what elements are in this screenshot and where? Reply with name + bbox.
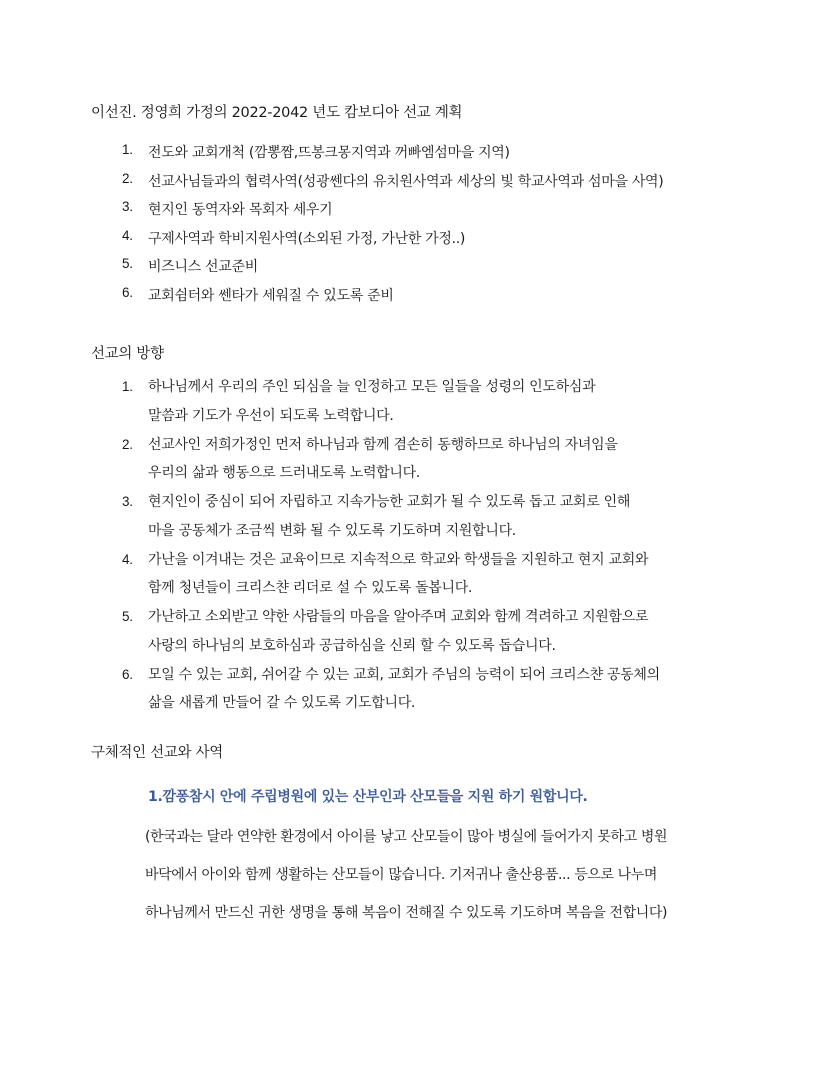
direction-item-text xyxy=(148,488,630,545)
plan-item-number: 2. xyxy=(122,170,133,186)
plan-item-number: 6. xyxy=(122,284,133,300)
direction-item-line: 가난하고 소외받고 약한 사람들의 마음을 알아주며 교회와 함께 격려하고 지원함으로 xyxy=(148,609,649,625)
plan-item-text: 비즈니스 선교준비 xyxy=(148,259,258,275)
plan-item-number: 4. xyxy=(122,227,133,243)
direction-item-line: 현지인이 중심이 되어 자립하고 지속가능한 교회가 될 수 있도록 돕고 교회로 인해 xyxy=(148,494,631,510)
direction-item-line: 사랑의 하나님의 보호하심과 공급하심을 신뢰 할 수 있도록 돕습니다. xyxy=(148,637,556,654)
direction-item-line: 삶을 새롭게 만들어 갈 수 있도록 기도합니다. xyxy=(148,695,416,711)
plan-item-text: 현지인 동역자와 목회자 세우기 xyxy=(148,202,333,218)
direction-item-number: 2. xyxy=(122,436,133,452)
direction-item-line: 우리의 삶과 행동으로 드러내도록 노력합니다. xyxy=(148,465,421,481)
ministry-description-line: (한국과는 달라 연약한 환경에서 아이를 낳고 산모들이 많아 병실에 들어가지 못하고 병원 xyxy=(145,829,668,845)
direction-heading: 선교의 방향 xyxy=(91,346,164,362)
direction-item-line: 선교사인 저희가정인 먼저 하나님과 함께 겸손히 동행하므로 하나님의 자녀임을 xyxy=(148,436,618,453)
direction-item-line: 마을 공동체가 조금씩 변화 될 수 있도록 기도하며 지원합니다. xyxy=(148,522,516,539)
direction-item-text xyxy=(148,373,595,430)
plan-item-number: 1. xyxy=(122,142,133,157)
ministry-heading: 구체적인 선교와 사역 xyxy=(91,745,223,761)
direction-item-text xyxy=(148,603,648,660)
plan-item-text: 전도와 교회개척 (깜뽕짬,뜨봉크몽지역과 꺼빠엠섬마을 지역) xyxy=(148,145,510,161)
ministry-title: 1.깜퐁참시 안에 주립병원에 있는 산부인과 산모들을 지원 하기 원합니다. xyxy=(148,789,588,805)
direction-item-text xyxy=(148,546,648,603)
document-title: 이선진. 정영희 가정의 2022-2042 년도 캄보디아 선교 계획 xyxy=(91,105,463,121)
direction-item-number: 3. xyxy=(122,494,133,509)
direction-item-number: 5. xyxy=(122,609,133,624)
ministry-description xyxy=(145,818,745,932)
ministry-description-line: 하나님께서 만드신 귀한 생명을 통해 복음이 전해질 수 있도록 기도하며 복음을 전합니다) xyxy=(145,905,668,921)
direction-item-number: 6. xyxy=(122,666,133,682)
ministry-description-line: 바닥에서 아이와 함께 생활하는 산모들이 많습니다. 기저귀나 출산용품... 등으로 나누며 xyxy=(145,867,657,883)
plan-item-text: 교회쉼터와 쎈타가 세워질 수 있도록 준비 xyxy=(148,287,394,304)
direction-item-line: 말씀과 기도가 우선이 되도록 노력합니다. xyxy=(148,407,394,424)
direction-item-number: 4. xyxy=(122,551,133,567)
plan-item-number: 3. xyxy=(122,199,133,214)
direction-item-text xyxy=(148,661,660,718)
direction-item-number: 1. xyxy=(122,379,133,394)
plan-item-number: 5. xyxy=(122,256,133,271)
direction-item-line: 가난을 이겨내는 것은 교육이므로 지속적으로 학교와 학생들을 지원하고 현지 교회와 xyxy=(148,551,649,568)
plan-item-text: 구제사역과 학비지원사역(소외된 가정, 가난한 가정..) xyxy=(148,230,466,247)
plan-item-text: 선교사님들과의 협력사역(성광쎈다의 유치원사역과 세상의 빛 학교사역과 섬마을 사역) xyxy=(148,173,664,190)
direction-item-line: 모일 수 있는 교회, 쉬어갈 수 있는 교회, 교회가 주님의 능력이 되어 크리스챤 공동체의 xyxy=(148,666,660,683)
direction-item-text xyxy=(148,431,618,488)
direction-item-line: 하나님께서 우리의 주인 되심을 늘 인정하고 모든 일들을 성령의 인도하심과 xyxy=(148,379,596,395)
direction-item-line: 함께 청년들이 크리스챤 리더로 설 수 있도록 돌봅니다. xyxy=(148,580,473,596)
